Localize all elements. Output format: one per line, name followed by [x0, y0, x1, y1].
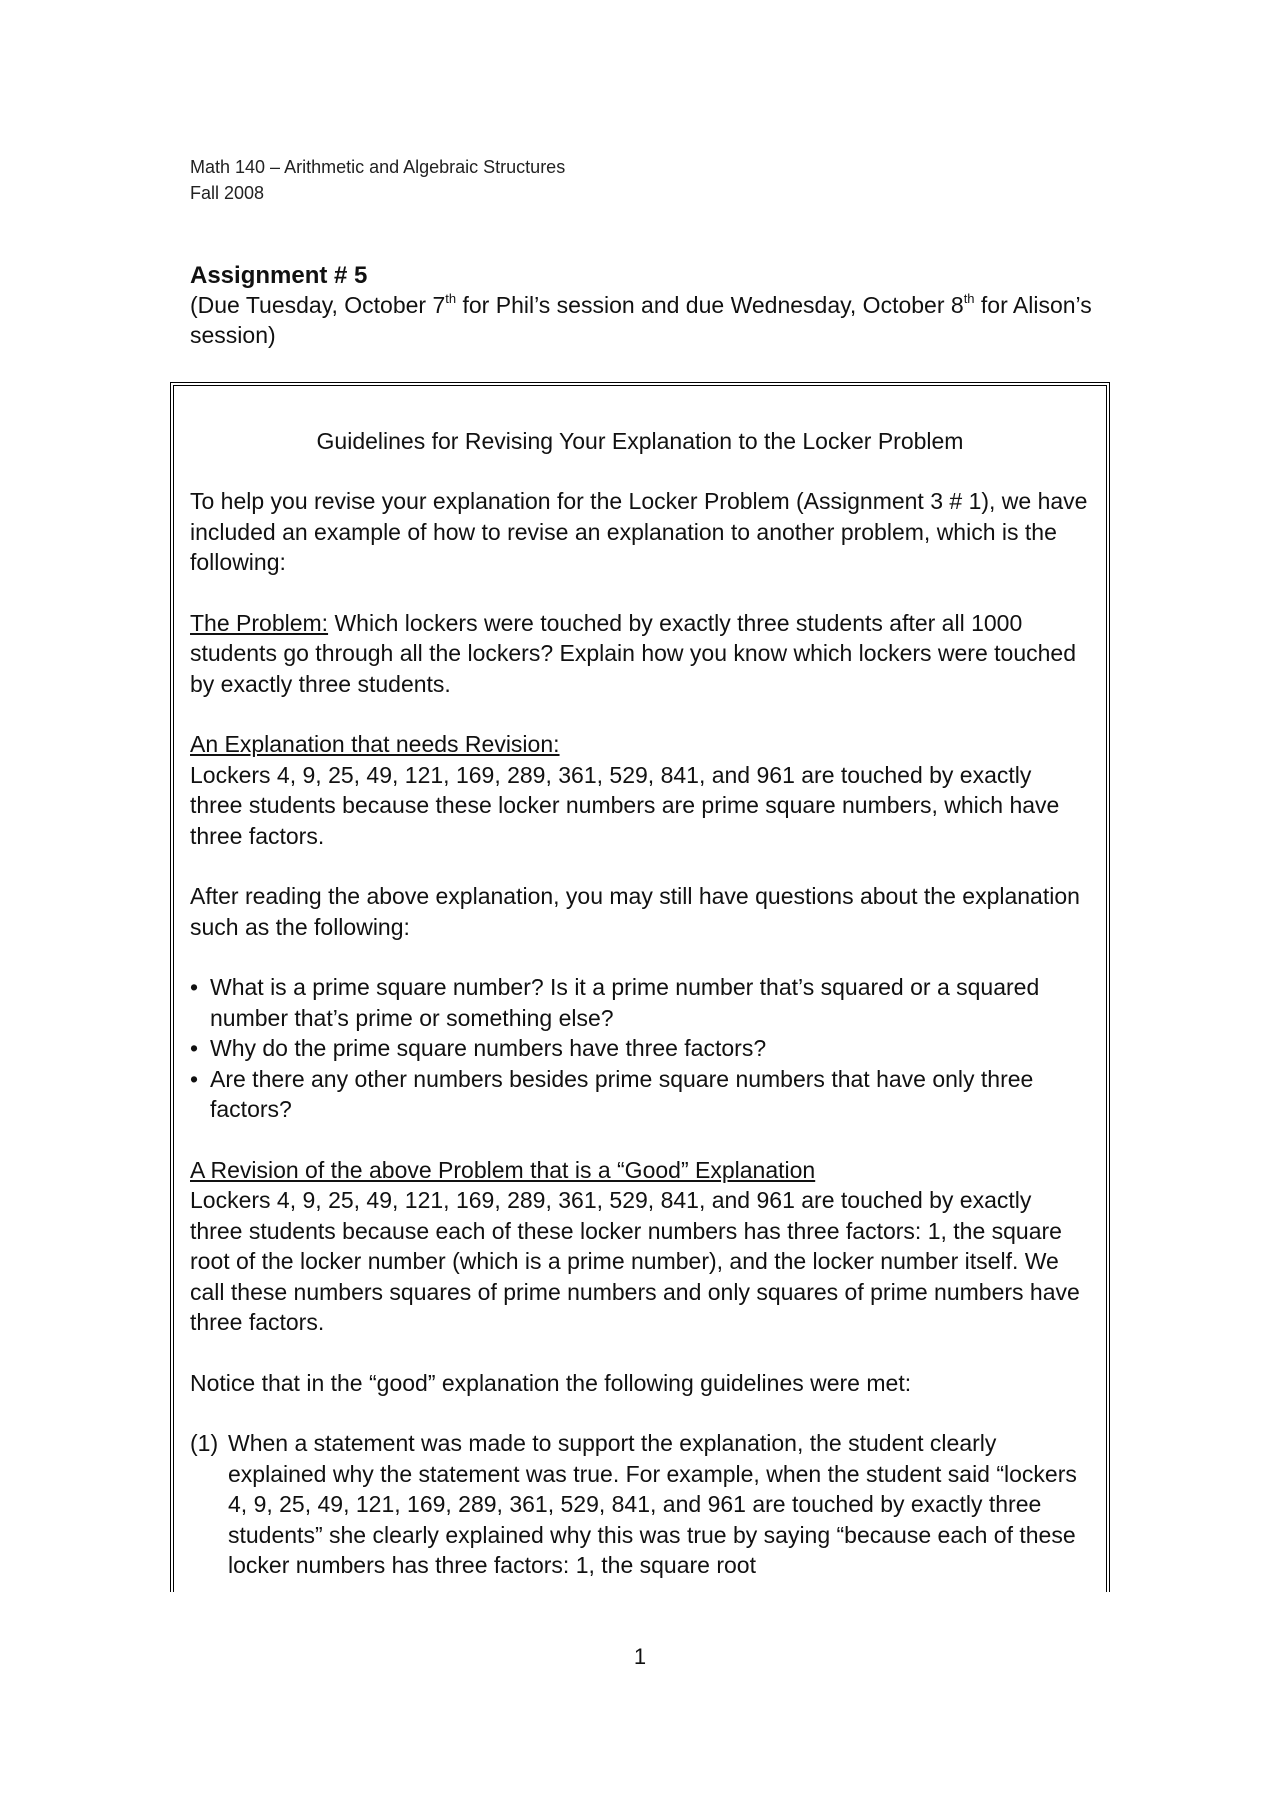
guideline-number: (1) [190, 1430, 219, 1456]
needs-revision-label: An Explanation that needs Revision: [190, 731, 560, 757]
due-text-part-3: for Alison’s session) [190, 292, 1092, 348]
intro-paragraph: To help you revise your explanation for the Locker Problem (Assignment 3 # 1), we have included an example of how to revise an explanation to another problem, which is the following: [190, 488, 1088, 575]
needs-revision-text: Lockers 4, 9, 25, 49, 121, 169, 289, 361, 529, 841, and 961 are touched by exactly three students because these locker numbers are prime square numbers, which have three factors. [190, 761, 1060, 849]
list-item [190, 1033, 1090, 1064]
problem-paragraph [190, 608, 1090, 700]
assignment-title: Assignment # 5 [190, 262, 368, 289]
good-explanation-label: A Revision of the above Problem that is a “Good” Explanation [190, 1156, 816, 1183]
question-list [190, 972, 1090, 1125]
course-title: Math 140 – Arithmetic and Algebraic Structures [190, 157, 566, 177]
due-sup-1: th [445, 291, 457, 306]
due-text-part-2: for Phil’s session and due Wednesday, October 8 [456, 292, 964, 318]
page-number: 1 [633, 1644, 647, 1669]
notice-paragraph: Notice that in the “good” explanation the following guidelines were met: [190, 1369, 912, 1396]
list-item [190, 972, 1090, 1033]
question-text: Are there any other numbers besides prime square numbers that have only three factors? [210, 1065, 1034, 1122]
needs-revision-paragraph [190, 729, 1090, 851]
good-explanation-text: Lockers 4, 9, 25, 49, 121, 169, 289, 361, 529, 841, and 961 are touched by exactly three students because each of these locker numbers has three factors: 1, the square root of the locker number (which is a prime number), and the locker number itself. We call these numbers squares of prime numbers and only squares of prime numbers have three factors. [190, 1187, 1080, 1335]
due-text-part-1: (Due Tuesday, October 7 [190, 292, 446, 318]
term-label: Fall 2008 [190, 183, 265, 203]
due-date-text [190, 290, 1110, 350]
question-text: What is a prime square number? Is it a prime number that’s squared or a squared number that’s prime or something else? [210, 974, 1040, 1031]
page-break-mask [150, 1592, 1130, 1811]
bullet-icon: • [190, 1035, 199, 1061]
bullet-icon: • [190, 974, 199, 1000]
problem-text: Which lockers were touched by exactly three students after all 1000 students go through all the lockers? Explain how you know which lockers were touched by exactly three students. [190, 609, 1076, 697]
guidelines-content [190, 426, 1090, 1581]
guideline-1 [190, 1428, 1090, 1581]
due-sup-2: th [963, 291, 975, 306]
questions-intro: After reading the above explanation, you may still have questions about the explanation such as the following: [190, 883, 1080, 940]
problem-label: The Problem: [190, 609, 329, 636]
list-item [190, 1064, 1090, 1125]
good-explanation-paragraph [190, 1155, 1090, 1338]
question-text: Why do the prime square numbers have three factors? [210, 1035, 767, 1061]
bullet-icon: • [190, 1065, 199, 1092]
guidelines-title: Guidelines for Revising Your Explanation to the Locker Problem [316, 428, 964, 454]
guideline-text: When a statement was made to support the explanation, the student clearly explained why the statement was true. For example, when the student said “lockers 4, 9, 25, 49, 121, 169, 289, 361, 529, 841, and 961 are touched by exactly three students” she clearly explained why this was true by saying “because each of these locker numbers has three factors: 1, the square root [228, 1430, 1077, 1578]
